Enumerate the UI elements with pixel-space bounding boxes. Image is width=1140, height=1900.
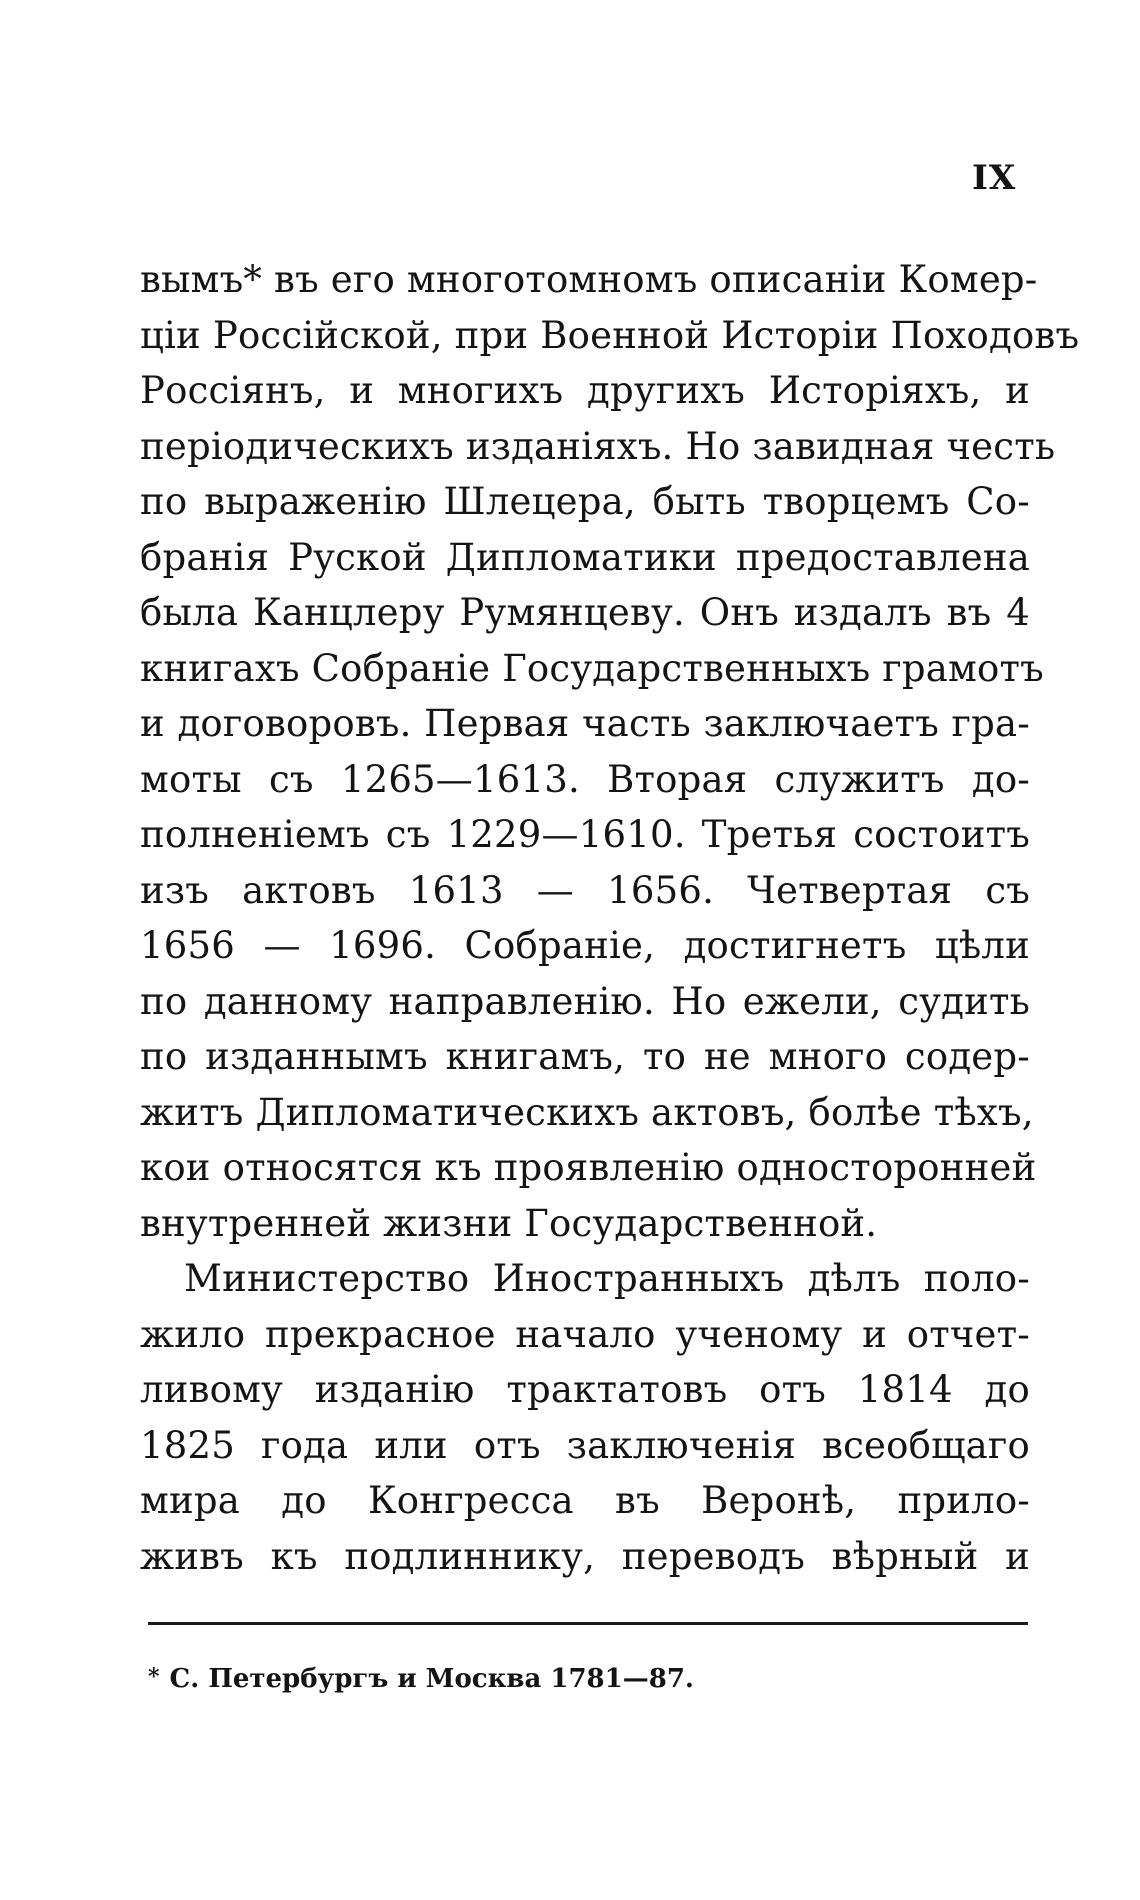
paragraph-start-line: Министерство Иностранныхъ дѣлъ поло- [184,1257,1030,1300]
text-line: кои относятся къ проявленію односторонней [140,1146,1037,1189]
text-line: бранія Руской Дипломатики предоставлена [140,535,1030,579]
footnote-mark: * [148,1664,160,1690]
text-line: 1825 года или отъ заключенія всеобщаго [140,1423,1030,1467]
text-line: по данному направленію. Но ежели, судить [140,979,1030,1023]
text-line: вымъ* въ его многотомномъ описаніи Комер- [140,258,1038,301]
text-line: по изданнымъ книгамъ, то не много содер- [140,1035,1030,1078]
text-line: періодическихъ изданіяхъ. Но завидная честь [140,424,1056,468]
text-line: живъ къ подлиннику, переводъ вѣрный и [140,1534,1030,1578]
page-number: IX [972,158,1017,198]
footnote [148,1664,694,1694]
text-line: и договоровъ. Первая часть заключаетъ гра- [140,702,1030,745]
text-line: мира до Конгресса въ Веронѣ, прило- [140,1479,1030,1522]
text-line: моты съ 1265—1613. Вторая служитъ до- [140,757,1030,801]
text-line: житъ Дипломатическихъ актовъ, болѣе тѣхъ, [140,1090,1034,1134]
text-line: жило прекрасное начало ученому и отчет- [140,1312,1030,1356]
text-line: Россіянъ, и многихъ другихъ Исторіяхъ, и [140,369,1030,412]
footnote-divider [148,1622,1028,1625]
text-line: изъ актовъ 1613 — 1656. Четвертая съ [140,868,1030,912]
text-line: полненіемъ съ 1229—1610. Третья состоитъ [140,813,1030,856]
text-line: книгахъ Собраніе Государственныхъ грамотъ [140,646,1044,690]
text-line: по выраженію Шлецера, быть творцемъ Со- [140,480,1030,523]
text-line: 1656 — 1696. Собраніе, достигнетъ цѣли [140,924,1030,967]
text-line: ціи Россійской, при Военной Исторіи Походовъ [140,313,1080,357]
text-line: внутренней жизни Государственной. [140,1201,878,1245]
text-line: была Канцлеру Румянцеву. Онъ издалъ въ 4 [140,591,1030,634]
body-text [140,252,1080,1584]
text-line: ливому изданію трактатовъ отъ 1814 до [140,1368,1030,1411]
footnote-text: С. Петербургъ и Москва 1781—87. [169,1664,694,1694]
